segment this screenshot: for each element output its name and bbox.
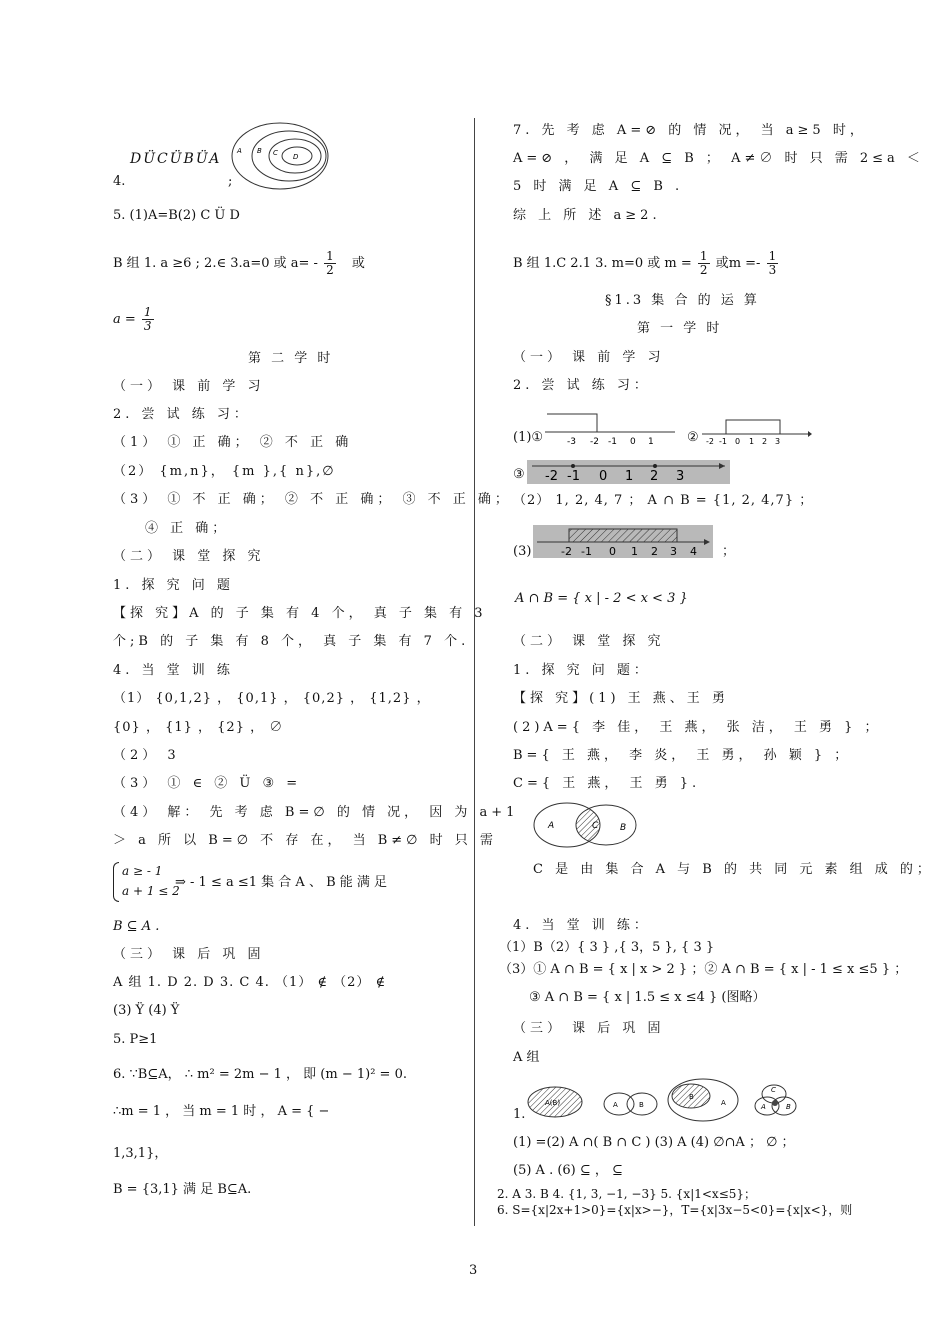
nl4-tick-3: 1 (631, 545, 638, 558)
nl-label-3: ③ (513, 467, 525, 482)
column-divider (474, 118, 475, 1226)
nl-label-2: ② (687, 430, 699, 445)
right-r12: A ∩ B = { x | - 2 < x < 3 } (515, 591, 688, 606)
right-r21: （1）B（2）{ 3 } ,{ 3，5 }, { 3 } (499, 940, 715, 955)
nl3-tick-4: 2 (650, 469, 659, 484)
right-r2: A=⊘ ， 满 足 A ⊆ B ； A≠∅ 时 只 需 2≤a ＜ (513, 151, 924, 166)
right-r26-number: 1. (513, 1107, 526, 1122)
right-r29: 2. A 3. B 4. {1, 3, −1, −3} 5. {x|1<x≤5}； (497, 1187, 757, 1201)
nl1-tick-0: -3 (567, 437, 576, 446)
right-r7: 2. 尝 试 练 习： (513, 378, 651, 393)
right-r13: （二） 课 堂 探 究 (513, 634, 665, 649)
nl2-tick-2: 0 (735, 437, 741, 446)
fraction-one-half: $\frac{1}{2}$ (326, 249, 334, 277)
venn-label-b: B (257, 147, 262, 155)
right-r24: （三） 课 后 巩 固 (513, 1021, 665, 1036)
nl2-tick-5: 3 (775, 437, 781, 446)
right-r25: A 组 (513, 1050, 540, 1065)
nl1-tick-4: 1 (648, 437, 654, 446)
nl-label-1: (1)① (513, 430, 544, 445)
nl-label-4: (3) (513, 544, 532, 559)
nl2-tick-4: 2 (762, 437, 768, 446)
item-4-semicolon: ; (228, 174, 233, 189)
left-s20: (3) Ÿ (4) Ÿ (113, 1003, 180, 1018)
venn3-label-b2: B (689, 1093, 694, 1101)
right-r23: ③ A ∩ B = { x | 1.5 ≤ x ≤4 } (图略） (529, 990, 766, 1005)
left-s2: 2. 尝 试 练 习： (113, 407, 251, 422)
left-s18: （三） 课 后 巩 固 (113, 947, 265, 962)
nl3-tick-0: -2 (545, 469, 558, 484)
item-4-number: 4. (113, 174, 126, 189)
system-brace (113, 862, 119, 902)
heading-first-period: 第 一 学 时 (637, 321, 723, 336)
nested-venn-diagram (230, 120, 330, 192)
nl1-tick-3: 0 (630, 437, 636, 446)
venn2-label-b: B (620, 823, 627, 833)
nl4-tick-6: 4 (690, 545, 697, 558)
number-line-1 (545, 410, 680, 446)
venn-label-a: A (237, 147, 242, 155)
group-b-line (113, 250, 365, 277)
left-sys-tail: ⇒ - 1 ≤ a ≤1 集 合 A 、 B 能 满 足 (175, 875, 388, 890)
system-row-2: a + 1 ≤ 2 (122, 884, 180, 898)
left-s9a: 【探 究】A 的 子 集 有 4 个， 真 子 集 有 3 (113, 606, 487, 621)
nl4-tick-0: -2 (561, 545, 572, 558)
right-group-b-or: 或m =- (715, 256, 761, 271)
left-s9b: 个;B 的 子 集 有 8 个， 真 子 集 有 7 个. (113, 634, 470, 649)
left-s3: （1） ① 正 确； ② 不 正 确 (113, 435, 353, 450)
left-s23: ∴m = 1 ， 当 m = 1 时 ， A = { − (113, 1104, 330, 1119)
left-s1: （一） 课 前 学 习 (113, 379, 265, 394)
right-r27: (1) =(2) A ∩( B ∩ C ) (3) A (4) ∅∩A ； ∅ ； (513, 1135, 795, 1150)
left-s13: （2） 3 (113, 748, 180, 763)
venn3-label-b3: B (786, 1103, 791, 1111)
right-group-b-line (513, 250, 780, 277)
right-r3: 5 时 满 足 A ⊆ B . (513, 179, 684, 194)
right-r16: (2)A={ 李 佳， 王 燕， 张 洁， 王 勇 } ； (513, 720, 882, 735)
exercise-venn-diagrams (525, 1078, 815, 1122)
nl1-tick-2: -1 (608, 437, 617, 446)
right-r15: 【探 究】(1) 王 燕、王 勇 (513, 691, 729, 706)
right-r17: B={ 王 燕， 李 炎， 王 勇， 孙 颖 } ； (513, 748, 852, 763)
nl1-tick-1: -2 (590, 437, 599, 446)
fraction-right-one-half: $\frac{1}{2}$ (699, 249, 708, 277)
right-r1: 7. 先 考 虑 A=⊘ 的 情 况， 当 a≥5 时， (513, 123, 867, 138)
venn3-label-a2: A (721, 1099, 726, 1107)
left-s4: （2） {m,n}， {m },{ n},∅ (113, 464, 336, 479)
right-r10: （2） 1, 2, 4, 7 ； A ∩ B = {1, 2, 4,7} ； (513, 493, 814, 508)
venn3-label-c: C (771, 1086, 776, 1094)
venn3-label-a1: A (613, 1101, 618, 1109)
left-s6: ④ 正 确； (145, 521, 230, 536)
number-line-2 (702, 417, 812, 449)
venn2-label-a: A (548, 821, 555, 831)
left-s12: {0} ， {1} ， {2} ， ∅ (113, 720, 284, 735)
left-s24: 1,3,1}， (113, 1146, 168, 1161)
left-s17: B ⊆ A . (113, 919, 160, 934)
left-s7: （二） 课 堂 探 究 (113, 549, 265, 564)
nl4-semicolon: ； (722, 544, 736, 559)
venn3-label-b1: B (639, 1101, 644, 1109)
left-s22: 6. ∵B⊆A， ∴ m² = 2m − 1 ， 即 (m − 1)² = 0. (113, 1067, 407, 1082)
left-s8: 1. 探 究 问 题 (113, 578, 234, 593)
venn-label-c: C (273, 149, 278, 157)
nl4-tick-2: 0 (609, 545, 616, 558)
nl4-tick-4: 2 (651, 545, 658, 558)
venn-label-d: D (293, 153, 299, 161)
venn2-label-c: C (592, 821, 599, 831)
nl2-tick-0: -2 (706, 437, 714, 446)
number-line-4 (533, 525, 713, 558)
nl3-tick-1: -1 (567, 469, 580, 484)
number-line-3 (527, 460, 730, 484)
item-5: 5. (1)A=B(2) C Ü D (113, 208, 240, 223)
left-s15: （4） 解： 先 考 虑 B=∅ 的 情 况， 因 为 a+1 (113, 805, 519, 820)
right-r22: （3）① A ∩ B = { x | x > 2 } ；② A ∩ B = { x | - 1 ≤ x ≤5 } ； (499, 962, 908, 977)
group-b-or: 或 (351, 256, 365, 271)
group-b-text: B 组 1. a ≥6 ; 2.∈ 3.a=0 或 a= - (113, 256, 318, 271)
left-s11: （1） {0,1,2} ， {0,1} ， {0,2} ， {1,2} ， (113, 691, 431, 706)
section-heading: §1.3 集 合 的 运 算 (605, 293, 760, 308)
venn-expression: DÜCÜBÜA (130, 151, 222, 167)
right-r28: (5) A . (6) ⊆ ， ⊆ (513, 1163, 623, 1178)
left-s14: （3） ① ∈ ② Ü ③ = (113, 776, 302, 791)
heading-second-period: 第 二 学 时 (248, 351, 334, 366)
left-s19: A 组 1. D 2. D 3. C 4. （1） ∉ （2） ∉ (113, 975, 387, 990)
a-equals: a = (113, 312, 136, 327)
left-s16: ＞ a 所 以 B=∅ 不 存 在， 当 B≠∅ 时 只 需 (113, 833, 497, 848)
nl3-tick-5: 3 (676, 469, 685, 484)
left-s25: B = {3,1} 满 足 B⊆A. (113, 1182, 252, 1197)
nl3-tick-2: 0 (599, 469, 608, 484)
nl4-tick-5: 3 (670, 545, 677, 558)
right-r14: 1. 探 究 问 题： (513, 663, 651, 678)
left-s10: 4. 当 堂 训 练 (113, 663, 234, 678)
left-s21: 5. P≥1 (113, 1032, 158, 1047)
nl4-tick-1: -1 (581, 545, 592, 558)
nl2-tick-3: 1 (749, 437, 755, 446)
right-r18: C={ 王 燕， 王 勇 }. (513, 776, 701, 791)
intersection-venn-diagram (532, 800, 642, 850)
right-r6: （一） 课 前 学 习 (513, 350, 665, 365)
right-r30: 6. S={x|2x+1>0}={x|x>−}，T={x|3x−5<0}={x|x<}，则 (497, 1203, 853, 1217)
nl2-tick-1: -1 (719, 437, 727, 446)
system-row-1: a ≥ - 1 (122, 864, 163, 878)
left-s5: （3） ① 不 正 确； ② 不 正 确； ③ 不 正 确； (113, 492, 512, 507)
venn3-label-ab: A(B) (545, 1099, 561, 1107)
fraction-right-one-third: $\frac{1}{3}$ (768, 249, 777, 277)
right-r20: 4. 当 堂 训 练： (513, 918, 651, 933)
nl3-tick-3: 1 (625, 469, 634, 484)
page-number: 3 (469, 1263, 478, 1278)
fraction-one-third: $\frac{1}{3}$ (143, 305, 152, 333)
venn3-label-a3: A (761, 1103, 766, 1111)
right-r19: C 是 由 集 合 A 与 B 的 共 同 元 素 组 成 的； (533, 862, 934, 877)
right-r4: 综 上 所 述 a≥2. (513, 208, 661, 223)
right-group-b-text: B 组 1.C 2.1 3. m=0 或 m = (513, 256, 692, 271)
a-equals-line (113, 306, 156, 333)
